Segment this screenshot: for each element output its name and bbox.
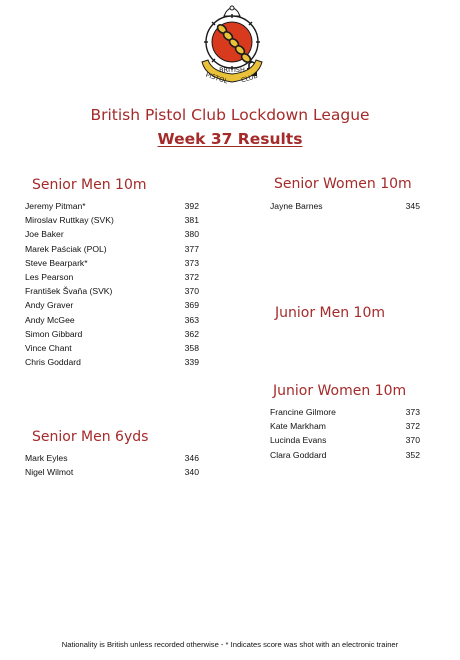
section-title-junior-women-10m: Junior Women 10m — [273, 383, 407, 399]
table-row — [25, 465, 199, 479]
table-senior-women-10m — [270, 199, 420, 213]
table-row — [25, 256, 199, 270]
competitor-name: Marek Paściak (POL) — [25, 243, 107, 254]
footer-note: Nationality is British unless recorded otherwise - * Indicates score was shot with an electronic trainer — [61, 640, 399, 649]
table-row — [25, 270, 199, 284]
club-logo — [196, 2, 268, 86]
competitor-name: Joe Baker — [25, 229, 64, 240]
competitor-score: 370 — [405, 435, 420, 446]
competitor-name: Lucinda Evans — [270, 435, 327, 446]
logo-crest-knob — [230, 6, 234, 10]
section-title-junior-men-10m: Junior Men 10m — [275, 305, 386, 321]
competitor-score: 346 — [184, 453, 199, 463]
table-row — [270, 448, 420, 462]
competitor-score: 352 — [405, 449, 420, 460]
competitor-name: Andy McGee — [25, 314, 75, 325]
competitor-name: Simon Gibbard — [25, 328, 83, 339]
competitor-name: Les Pearson — [25, 271, 74, 282]
competitor-score: 363 — [184, 314, 199, 325]
competitor-name: Francine Gilmore — [270, 407, 336, 417]
table-row — [25, 313, 199, 327]
competitor-score: 370 — [184, 286, 199, 297]
table-row — [270, 433, 420, 447]
table-row — [270, 405, 420, 419]
competitor-score: 381 — [184, 215, 199, 226]
table-row — [25, 355, 199, 369]
competitor-score: 372 — [184, 271, 199, 282]
table-row — [270, 199, 420, 213]
page-subtitle: Week 37 Results — [157, 130, 303, 148]
competitor-score: 362 — [184, 328, 199, 339]
competitor-score: 392 — [184, 201, 199, 211]
competitor-name: František Švaňa (SVK) — [25, 286, 113, 297]
competitor-score: 380 — [184, 229, 199, 240]
competitor-name: Vince Chant — [25, 342, 72, 353]
competitor-name: Andy Graver — [25, 300, 74, 311]
page-title: British Pistol Club Lockdown League — [90, 106, 370, 124]
table-senior-men-6yds — [25, 451, 199, 479]
competitor-score: 340 — [184, 467, 199, 478]
competitor-score: 373 — [184, 257, 199, 268]
section-title-senior-men-6yds: Senior Men 6yds — [32, 429, 149, 445]
competitor-name: Jeremy Pitman* — [25, 201, 86, 211]
competitor-name: Miroslav Ruttkay (SVK) — [25, 215, 114, 226]
table-row — [25, 284, 199, 298]
table-row — [25, 298, 199, 312]
table-row — [25, 327, 199, 341]
competitor-name: Chris Goddard — [25, 357, 81, 368]
competitor-name: Mark Eyles — [25, 453, 68, 463]
competitor-name: Nigel Wilmot — [25, 467, 74, 478]
competitor-score: 377 — [184, 243, 199, 254]
competitor-score: 369 — [184, 300, 199, 311]
competitor-score: 372 — [405, 421, 420, 432]
competitor-name: Clara Goddard — [270, 449, 327, 460]
table-row — [25, 242, 199, 256]
section-title-senior-men-10m: Senior Men 10m — [32, 177, 147, 193]
logo-text-club: CLUB — [240, 71, 259, 85]
table-junior-women-10m — [270, 405, 420, 462]
competitor-name: Jayne Barnes — [270, 201, 323, 211]
table-row — [25, 213, 199, 227]
logo-text-british: BRITISH — [219, 66, 245, 74]
competitor-score: 339 — [184, 357, 199, 368]
competitor-name: Kate Markham — [270, 421, 326, 432]
table-row — [25, 199, 199, 213]
table-row — [25, 227, 199, 241]
competitor-score: 373 — [405, 407, 420, 417]
competitor-name: Steve Bearpark* — [25, 257, 88, 268]
table-senior-men-10m — [25, 199, 199, 369]
table-row — [25, 451, 199, 465]
competitor-score: 358 — [184, 342, 199, 353]
competitor-score: 345 — [405, 201, 420, 211]
section-title-senior-women-10m: Senior Women 10m — [274, 176, 412, 192]
table-row — [270, 419, 420, 433]
table-row — [25, 341, 199, 355]
logo-text-pistol: PISTOL — [204, 70, 229, 86]
